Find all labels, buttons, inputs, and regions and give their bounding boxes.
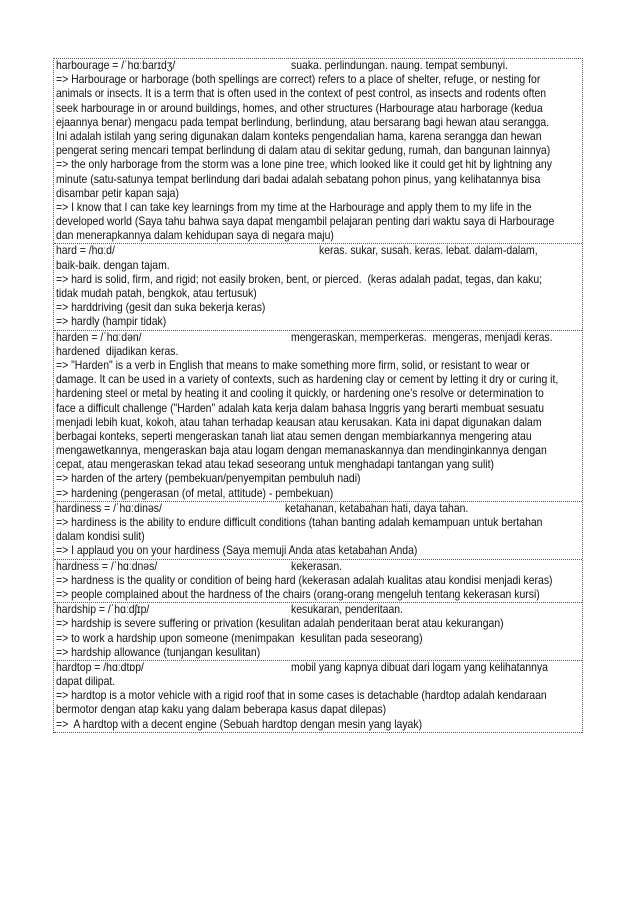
entry-text: => people complained about the hardness of the chairs (orang-orang mengeluh tentang kekerasan kursi) xyxy=(56,587,540,601)
entry-text: animals or insects. It is a term that is often used in the context of pest control, as insects and rodents often xyxy=(56,87,547,101)
entry-text-line xyxy=(56,689,580,703)
entry-text-line xyxy=(56,345,580,359)
entry-head-line xyxy=(56,59,580,73)
meaning: suaka. perlindungan. naung. tempat sembunyi. xyxy=(291,59,508,72)
entry-text-line xyxy=(56,144,580,158)
entry-text: => hardship allowance (tunjangan kesulitan) xyxy=(56,645,261,659)
entry-text-line xyxy=(56,158,580,172)
entry-text-line xyxy=(56,530,580,544)
entry-text: => Harbourage or harborage (both spellings are correct) refers to a place of shelter, refuge, or nesting for xyxy=(56,73,541,87)
entry-text: hardening steel or metal by heating it and cooling it quickly, or hardening one's resolve or determination to xyxy=(56,387,544,401)
entry-text-line xyxy=(56,130,580,144)
entry-text: minute (satu-satunya tempat berlindung dari badai adalah sebatang pohon pinus, yang kelihatannya bisa xyxy=(56,172,541,186)
meaning: ketahanan, ketabahan hati, daya tahan. xyxy=(285,501,469,515)
entry-text-line xyxy=(56,73,580,87)
entry-text: => A hardtop with a decent engine (Sebuah hardtop dengan mesin yang layak) xyxy=(56,717,423,731)
entry-text: => "Harden" is a verb in English that means to make something more firm, solid, or resistant to wear or xyxy=(56,358,530,372)
entry-text-line xyxy=(56,102,580,116)
entry-text-line xyxy=(56,444,580,458)
entry-text-line xyxy=(56,301,580,315)
entry-text-line xyxy=(56,259,580,273)
meaning: kekerasan. xyxy=(291,559,343,573)
entry-text-line xyxy=(56,632,580,646)
entry-text: => harddriving (gesit dan suka bekerja keras) xyxy=(56,301,266,315)
headword: hardness = /ˈhɑːdnəs/ xyxy=(56,559,158,573)
entry-harbourage xyxy=(54,59,582,244)
headword: harbourage = /ˈhɑːbarɪdʒ/ xyxy=(56,59,176,72)
entry-hardiness xyxy=(54,502,582,560)
entry-text-line xyxy=(56,215,580,229)
entry-hardtop xyxy=(54,661,582,733)
meaning: mobil yang kapnya dibuat dari logam yang kelihatannya xyxy=(291,660,548,674)
entry-head-line xyxy=(56,502,580,516)
entry-text-line xyxy=(56,416,580,430)
entry-text: bermotor dengan atap kaku yang dalam beberapa kasus dapat dilepas) xyxy=(56,703,387,717)
entry-text-line xyxy=(56,359,580,373)
meaning: keras. sukar, susah. keras. lebat. dalam-dalam, xyxy=(319,244,538,258)
entry-text: pengerat sering mencari tempat berlindung di dalam atau di sekitar gedung, rumah, dan bangunan lainnya) xyxy=(56,144,551,158)
entry-text: => I applaud you on your hardiness (Saya memuji Anda atas ketabahan Anda) xyxy=(56,544,418,558)
headword: hardship = /ˈhɑːdʃɪp/ xyxy=(56,603,150,617)
entry-text-line xyxy=(56,201,580,215)
entry-text-line xyxy=(56,387,580,401)
entry-text: => I know that I can take key learnings from my time at the Harbourage and apply them to my life in the xyxy=(56,200,532,214)
headword: hardiness = /ˈhɑːdinəs/ xyxy=(56,501,162,515)
entry-text-line xyxy=(56,487,580,501)
entry-hardness xyxy=(54,560,582,604)
meaning: kesukaran, penderitaan. xyxy=(291,603,403,617)
entry-text: dalam kondisi sulit) xyxy=(56,530,145,544)
entry-text: baik-baik. dengan tajam. xyxy=(56,258,170,272)
entry-hardship xyxy=(54,603,582,661)
entry-text: dapat dilipat. xyxy=(56,675,116,689)
entry-text-line xyxy=(56,430,580,444)
entry-text-line xyxy=(56,87,580,101)
entry-harden xyxy=(54,331,582,502)
entry-text-line xyxy=(56,116,580,130)
entry-text-line xyxy=(56,574,580,588)
entry-text: => hardening (pengerasan (of metal, attitude) - pembekuan) xyxy=(56,486,334,500)
entry-text-line xyxy=(56,472,580,486)
entry-text: tidak mudah patah, bengkok, atau tertusuk) xyxy=(56,287,257,300)
entry-text-line xyxy=(56,287,580,301)
headword: hardtop = /hɑːdtɒp/ xyxy=(56,660,144,674)
entry-text: => hardness is the quality or condition of being hard (kekerasan adalah kualitas atau kondisi menjadi keras) xyxy=(56,573,553,587)
entry-head-line xyxy=(56,244,580,258)
entry-text: => hard is solid, firm, and rigid; not easily broken, bent, or pierced. (keras adalah padat, tegas, dan kaku; xyxy=(56,272,543,286)
entry-text-line xyxy=(56,315,580,329)
entry-head-line xyxy=(56,661,580,675)
entry-text-line xyxy=(56,588,580,602)
entry-text-line xyxy=(56,516,580,530)
entry-text: damage. It can be used in a variety of contexts, such as hardening clay or cement by letting it dry or curing it, xyxy=(56,373,559,387)
entry-head-line xyxy=(56,560,580,574)
entry-text: seek harbourage in or around buildings, homes, and other structures (Harbourage atau harborage (kedua xyxy=(56,101,543,115)
entry-text: disambar petir kapan saja) xyxy=(56,186,179,200)
entry-text: => the only harborage from the storm was a lone pine tree, which looked like it could get hit by lightning any xyxy=(56,158,552,172)
entry-text: => hardship is severe suffering or privation (kesulitan adalah penderitaan berat atau kekurangan) xyxy=(56,617,504,631)
entry-text-line xyxy=(56,173,580,187)
entry-text-line xyxy=(56,646,580,660)
entry-text-line xyxy=(56,187,580,201)
headword: hard = /hɑːd/ xyxy=(56,244,115,258)
entry-text: dan menerapkannya dalam kehidupan saya di negara maju) xyxy=(56,229,334,243)
entry-text: => hardly (hampir tidak) xyxy=(56,315,167,329)
entry-text-line xyxy=(56,675,580,689)
entry-text: mengawetkannya, mengeraskan baja atau logam dengan memanaskannya dan mendinginkannya dengan xyxy=(56,444,547,458)
entry-text: Ini adalah istilah yang sering digunakan dalam konteks pengendalian hama, karena serangga dan hewan xyxy=(56,129,542,143)
entry-text-line xyxy=(56,402,580,416)
entry-text: face a difficult challenge ("Harden" adalah kata kerja dalam bahasa Inggris yang berarti membuat sesuatu xyxy=(56,401,545,415)
entry-text-line xyxy=(56,458,580,472)
entry-text-line xyxy=(56,373,580,387)
entry-text: developed world (Saya tahu bahwa saya dapat mengambil pelajaran penting dari waktu saya di Harbourage xyxy=(56,215,555,229)
entry-text-line xyxy=(56,718,580,732)
entry-text: berbagai konteks, seperti mengeraskan tanah liat atau semen dengan membiarkannya mengering atau xyxy=(56,429,532,443)
entry-text: => hardtop is a motor vehicle with a rigid roof that in some cases is detachable (hardtop adalah kendaraan xyxy=(56,689,547,703)
entry-text-line xyxy=(56,544,580,558)
entry-head-line xyxy=(56,331,580,345)
headword: harden = /ˈhɑːdən/ xyxy=(56,330,142,344)
entry-head-line xyxy=(56,603,580,617)
entry-text: cepat, atau mengeraskan tekad atau tekad seseorang untuk menghadapi tantangan yang sulit) xyxy=(56,458,494,472)
entry-hard xyxy=(54,244,582,330)
entry-text: menjadi lebih kuat, kokoh, atau tahan terhadap keausan atau kerusakan. Kata ini dapat digunakan dalam xyxy=(56,415,542,429)
entry-text-line xyxy=(56,617,580,631)
entry-text: => hardiness is the ability to endure difficult conditions (tahan banting adalah kemampuan untuk bertahan xyxy=(56,516,543,529)
entry-text-line xyxy=(56,273,580,287)
entry-text: => harden of the artery (pembekuan/penyempitan pembuluh nadi) xyxy=(56,472,361,486)
entry-text: => to work a hardship upon someone (menimpakan kesulitan pada seseorang) xyxy=(56,631,423,645)
meaning: mengeraskan, memperkeras. mengeras, menjadi keras. xyxy=(291,330,553,344)
entry-text-line xyxy=(56,703,580,717)
entry-text: ejaannya benar) mengacu pada tempat berlindung, berlindung, atau bersarang bagi hewan atau serangga. xyxy=(56,115,550,129)
vocabulary-document xyxy=(53,58,583,733)
entry-text-line xyxy=(56,229,580,243)
entry-text: hardened dijadikan keras. xyxy=(56,344,179,358)
